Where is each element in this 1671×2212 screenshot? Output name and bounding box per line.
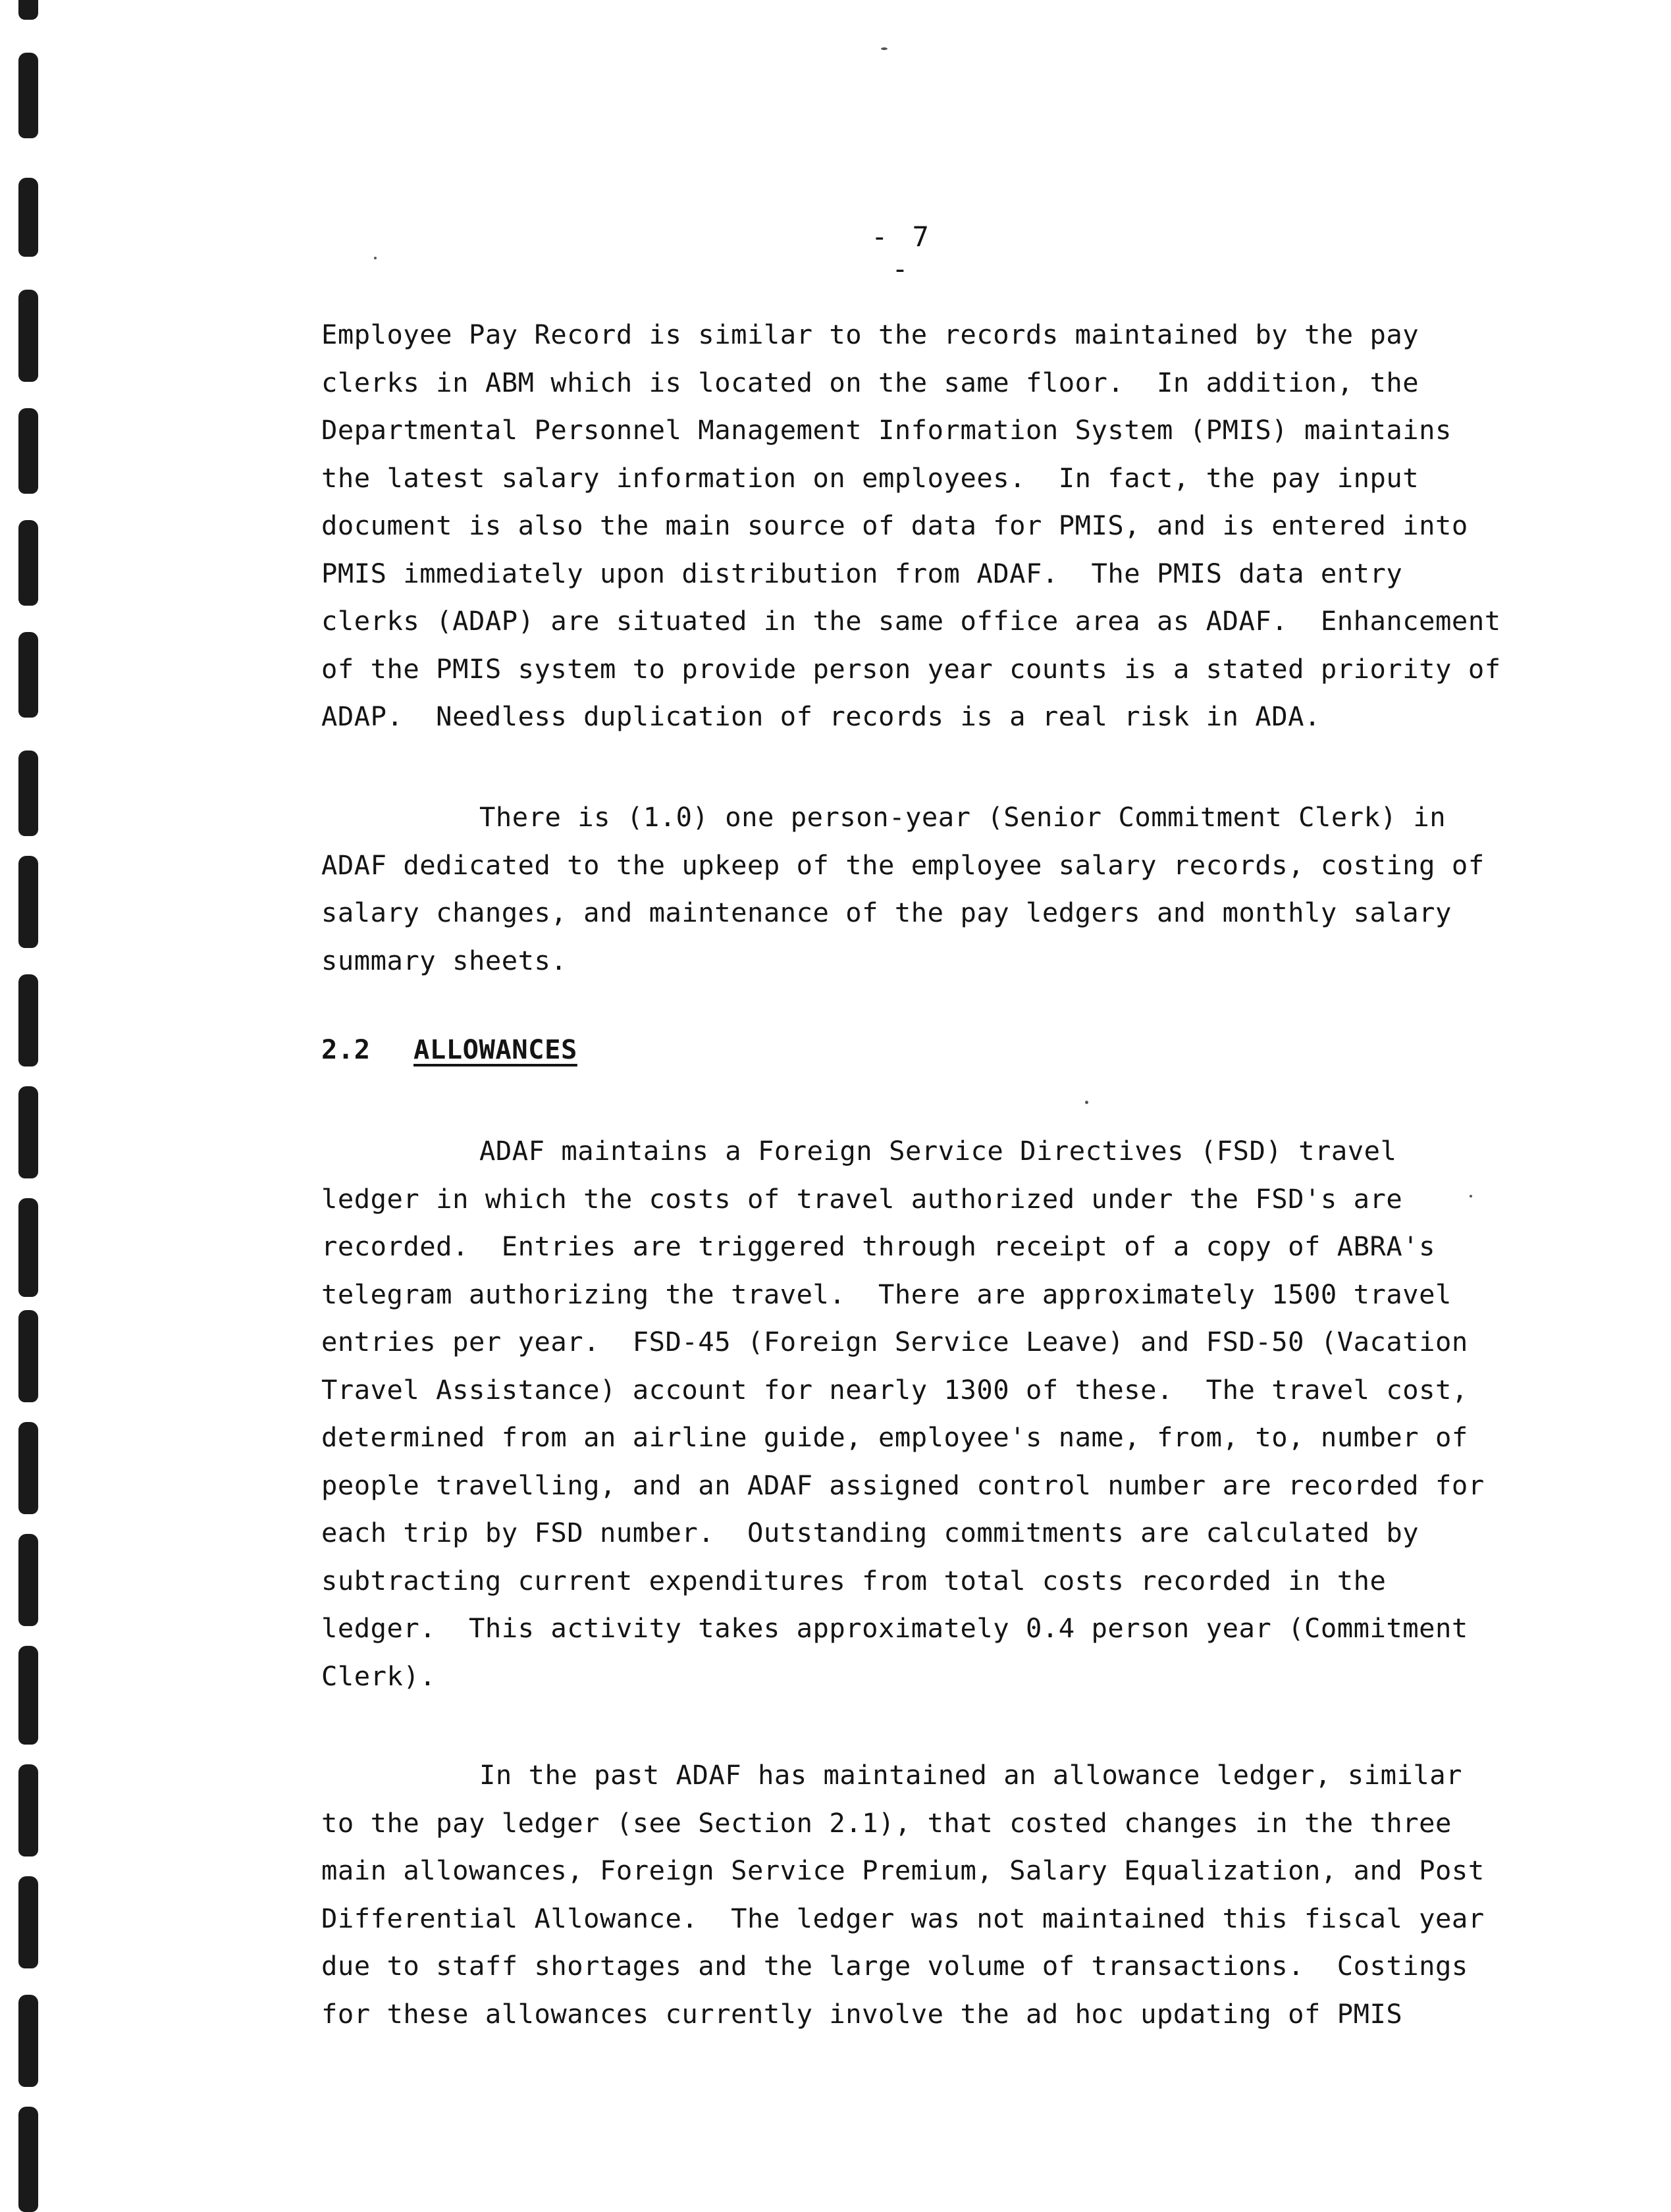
text-line: each trip by FSD number. Outstanding commitments are calculated by <box>321 1517 1419 1548</box>
binder-hole <box>18 0 38 20</box>
binder-hole <box>18 1764 38 1856</box>
text-line: ADAP. Needless duplication of records is a real risk in ADA. <box>321 700 1321 732</box>
text-line: ledger. This activity takes approximately 0.4 person year (Commitment <box>321 1612 1468 1644</box>
text-line: ADAF maintains a Foreign Service Directives (FSD) travel <box>479 1135 1397 1167</box>
text-line: summary sheets. <box>321 944 568 976</box>
text-line: Clerk). <box>321 1660 437 1692</box>
paragraph <box>321 311 1501 741</box>
binder-hole <box>18 1422 38 1514</box>
binder-hole <box>18 1198 38 1297</box>
text-line: to the pay ledger (see Section 2.1), that costed changes in the three <box>321 1806 1452 1839</box>
binder-hole <box>18 974 38 1066</box>
text-line: salary changes, and maintenance of the pay ledgers and monthly salary <box>321 897 1452 928</box>
scan-speck <box>881 47 888 50</box>
binder-hole <box>18 1876 38 1968</box>
text-line: for these allowances currently involve the ad hoc updating of PMIS <box>321 1997 1403 2030</box>
text-line: In the past ADAF has maintained an allowance ledger, similar <box>479 1759 1462 1791</box>
text-line: Departmental Personnel Management Information System (PMIS) maintains <box>321 414 1452 446</box>
scan-speck <box>1085 1101 1088 1104</box>
text-line: clerks in ABM which is located on the same floor. In addition, the <box>321 366 1419 398</box>
binder-hole <box>18 53 38 138</box>
page-number: - 7 - <box>871 221 933 285</box>
text-line: people travelling, and an ADAF assigned control number are recorded for <box>321 1469 1485 1501</box>
section-number: 2.2 <box>321 1034 371 1065</box>
binder-hole <box>18 1995 38 2087</box>
binder-hole <box>18 290 38 382</box>
binder-holes <box>14 0 47 2192</box>
binder-hole <box>18 750 38 836</box>
section-title: ALLOWANCES <box>413 1034 577 1065</box>
binder-hole <box>18 1086 38 1178</box>
binder-hole <box>18 1646 38 1745</box>
text-line: document is also the main source of data for PMIS, and is entered into <box>321 510 1468 541</box>
text-line: clerks (ADAP) are situated in the same office area as ADAF. Enhancement <box>321 605 1501 637</box>
text-line: There is (1.0) one person-year (Senior Commitment Clerk) in <box>479 801 1446 833</box>
binder-hole <box>18 1310 38 1402</box>
text-line: ledger in which the costs of travel authorized under the FSD's are <box>321 1182 1403 1215</box>
paragraph <box>321 1751 1485 2038</box>
binder-hole <box>18 520 38 606</box>
text-line: due to staff shortages and the large volume of transactions. Costings <box>321 1950 1468 1982</box>
binder-hole <box>18 856 38 948</box>
text-line: entries per year. FSD-45 (Foreign Service Leave) and FSD-50 (Vacation <box>321 1326 1468 1357</box>
binder-hole <box>18 2107 38 2212</box>
text-line: recorded. Entries are triggered through receipt of a copy of ABRA's <box>321 1230 1436 1262</box>
paragraph <box>321 793 1485 984</box>
binder-hole <box>18 632 38 718</box>
text-line: ADAF dedicated to the upkeep of the employee salary records, costing of <box>321 849 1485 881</box>
text-line: Employee Pay Record is similar to the records maintained by the pay <box>321 319 1419 350</box>
text-line: PMIS immediately upon distribution from ADAF. The PMIS data entry <box>321 557 1403 589</box>
text-line: telegram authorizing the travel. There are approximately 1500 travel <box>321 1278 1452 1310</box>
text-line: determined from an airline guide, employee's name, from, to, number of <box>321 1421 1468 1453</box>
scan-speck <box>374 257 377 259</box>
binder-hole <box>18 408 38 494</box>
text-line: Differential Allowance. The ledger was not maintained this fiscal year <box>321 1902 1485 1934</box>
binder-hole <box>18 1534 38 1626</box>
paragraph <box>321 1127 1485 1700</box>
text-line: subtracting current expenditures from total costs recorded in the <box>321 1564 1387 1596</box>
binder-hole <box>18 178 38 257</box>
text-line: of the PMIS system to provide person year counts is a stated priority of <box>321 652 1501 685</box>
text-line: Travel Assistance) account for nearly 1300 of these. The travel cost, <box>321 1373 1468 1406</box>
text-line: main allowances, Foreign Service Premium, Salary Equalization, and Post <box>321 1855 1485 1886</box>
section-heading <box>321 1026 577 1073</box>
text-line: the latest salary information on employees. In fact, the pay input <box>321 461 1419 494</box>
